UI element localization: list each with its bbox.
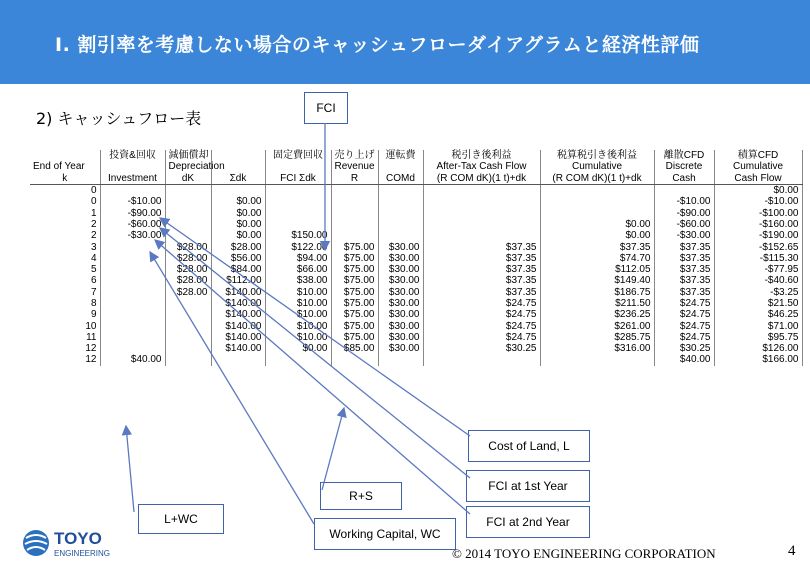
table-cell: [378, 207, 423, 218]
table-row: [30, 320, 802, 331]
table-cell: $37.35: [540, 241, 654, 252]
table-cell: -$3.25: [714, 287, 802, 298]
table-cell: [378, 230, 423, 241]
table-row: [30, 287, 802, 298]
table-cell: $0.00: [211, 230, 265, 241]
table-cell: $236.25: [540, 309, 654, 320]
table-cell: [423, 230, 540, 241]
table-cell: [100, 275, 165, 286]
table-cell: $75.00: [331, 275, 378, 286]
table-cell: $40.00: [654, 354, 714, 365]
table-header-cell: 運転費: [378, 150, 423, 161]
table-cell: $30.00: [378, 343, 423, 354]
table-header-cell: Cash: [654, 173, 714, 185]
year-cell: 7: [30, 287, 100, 298]
year-cell: 10: [30, 320, 100, 331]
title-banner: [0, 0, 810, 84]
table-cell: -$160.00: [714, 219, 802, 230]
table-cell: -$60.00: [100, 219, 165, 230]
table-cell: $10.00: [265, 320, 331, 331]
table-cell: [100, 287, 165, 298]
table-cell: [331, 230, 378, 241]
table-cell: $30.00: [378, 298, 423, 309]
table-cell: [331, 207, 378, 218]
year-cell: 12: [30, 343, 100, 354]
table-cell: -$90.00: [100, 207, 165, 218]
table-cell: $28.00: [165, 241, 211, 252]
table-cell: $140.00: [211, 320, 265, 331]
table-cell: $24.75: [423, 332, 540, 343]
table-cell: $38.00: [265, 275, 331, 286]
table-header-cell: (R COM dK)(1 t)+dk: [540, 173, 654, 185]
table-header-cell: [100, 161, 165, 172]
year-cell: 0: [30, 184, 100, 196]
table-header-cell: FCI Σdk: [265, 173, 331, 185]
svg-text:TOYO: TOYO: [54, 529, 102, 548]
table-row: [30, 354, 802, 365]
table-cell: -$77.95: [714, 264, 802, 275]
table-cell: $30.00: [378, 309, 423, 320]
table-cell: $30.00: [378, 253, 423, 264]
year-cell: 11: [30, 332, 100, 343]
globe-icon: [22, 526, 142, 560]
table-cell: $24.75: [423, 320, 540, 331]
table-cell: $0.00: [714, 184, 802, 196]
table-row: [30, 264, 802, 275]
table-cell: $28.00: [165, 253, 211, 264]
table-cell: $30.00: [378, 320, 423, 331]
table-cell: $285.75: [540, 332, 654, 343]
table-header-cell: 税引き後利益: [423, 150, 540, 161]
table-cell: $140.00: [211, 343, 265, 354]
table-cell: [265, 207, 331, 218]
table-cell: -$10.00: [100, 196, 165, 207]
table-cell: $24.75: [423, 298, 540, 309]
table-header-cell: 離散CFD: [654, 150, 714, 161]
table-cell: $94.00: [265, 253, 331, 264]
table-cell: [331, 354, 378, 365]
table-cell: [165, 309, 211, 320]
table-cell: [100, 253, 165, 264]
table-cell: [265, 196, 331, 207]
table-cell: [165, 332, 211, 343]
table-row: [30, 332, 802, 343]
table-cell: $140.00: [211, 332, 265, 343]
callout-revenue-salvage: R+S: [320, 482, 402, 510]
table-cell: $112.05: [540, 264, 654, 275]
year-cell: 2: [30, 219, 100, 230]
table-header-cell: Cash Flow: [714, 173, 802, 185]
year-cell: 4: [30, 253, 100, 264]
table-cell: $10.00: [265, 309, 331, 320]
table-header-row: [30, 161, 802, 172]
table-row: [30, 184, 802, 196]
table-cell: -$190.00: [714, 230, 802, 241]
table-header-cell: End of Year: [30, 161, 100, 172]
table-row: [30, 275, 802, 286]
table-cell: [165, 196, 211, 207]
table-cell: [423, 207, 540, 218]
table-cell: [100, 343, 165, 354]
table-cell: [100, 184, 165, 196]
table-cell: $75.00: [331, 264, 378, 275]
table-cell: $75.00: [331, 320, 378, 331]
table-cell: [100, 309, 165, 320]
table-cell: $10.00: [265, 287, 331, 298]
table-cell: [100, 332, 165, 343]
table-cell: [165, 219, 211, 230]
table-cell: $24.75: [654, 320, 714, 331]
cash-flow-table: [30, 150, 803, 366]
table-cell: $0.00: [540, 230, 654, 241]
table-cell: [423, 354, 540, 365]
table-cell: [165, 320, 211, 331]
year-cell: 9: [30, 309, 100, 320]
table-cell: [378, 354, 423, 365]
table-cell: -$100.00: [714, 207, 802, 218]
table-cell: -$40.60: [714, 275, 802, 286]
table-cell: $30.25: [654, 343, 714, 354]
table-cell: [540, 354, 654, 365]
year-cell: 6: [30, 275, 100, 286]
table-cell: [540, 196, 654, 207]
table-cell: $140.00: [211, 298, 265, 309]
table-cell: $37.35: [423, 264, 540, 275]
table-row: [30, 309, 802, 320]
table-cell: [540, 207, 654, 218]
table-cell: $28.00: [165, 275, 211, 286]
table-cell: -$10.00: [714, 196, 802, 207]
callout-fci-first-year: FCI at 1st Year: [466, 470, 590, 502]
year-cell: 5: [30, 264, 100, 275]
table-header-cell: Depreciation: [165, 161, 211, 172]
table-header-cell: [30, 150, 100, 161]
table-header-row: [30, 173, 802, 185]
table-cell: $122.00: [265, 241, 331, 252]
table-header-cell: Σdk: [211, 173, 265, 185]
table-row: [30, 343, 802, 354]
table-row: [30, 253, 802, 264]
table-cell: $56.00: [211, 253, 265, 264]
table-cell: $30.00: [378, 287, 423, 298]
table-header-cell: 税算税引き後利益: [540, 150, 654, 161]
table-cell: -$60.00: [654, 219, 714, 230]
table-row: [30, 298, 802, 309]
table-header-cell: (R COM dK)(1 t)+dk: [423, 173, 540, 185]
table-header-cell: [211, 150, 265, 161]
table-cell: [165, 207, 211, 218]
table-cell: [331, 219, 378, 230]
callout-fci: FCI: [304, 92, 348, 124]
year-cell: 0: [30, 196, 100, 207]
table-cell: $211.50: [540, 298, 654, 309]
table-cell: -$30.00: [654, 230, 714, 241]
table-cell: [423, 184, 540, 196]
table-header-cell: Revenue: [331, 161, 378, 172]
table-cell: $37.35: [423, 275, 540, 286]
table-cell: [378, 196, 423, 207]
table-header-cell: Discrete: [654, 161, 714, 172]
year-cell: 12: [30, 354, 100, 365]
table-cell: $0.00: [265, 343, 331, 354]
table-cell: $37.35: [654, 287, 714, 298]
table-cell: [378, 219, 423, 230]
table-header-cell: Cumulative: [540, 161, 654, 172]
arrow-revenue-salvage: [322, 408, 344, 490]
table-cell: $24.75: [654, 332, 714, 343]
table-cell: [165, 184, 211, 196]
table-cell: [165, 343, 211, 354]
copyright-notice: © 2014 TOYO ENGINEERING CORPORATION: [452, 546, 716, 561]
year-cell: 2: [30, 230, 100, 241]
table-cell: [654, 184, 714, 196]
table-cell: $261.00: [540, 320, 654, 331]
table-cell: [423, 196, 540, 207]
table-cell: $24.75: [654, 309, 714, 320]
table-header-cell: k: [30, 173, 100, 185]
table-header-cell: R: [331, 173, 378, 185]
table-cell: [100, 298, 165, 309]
table-cell: $85.00: [331, 343, 378, 354]
arrow-land-wc: [126, 426, 134, 512]
cash-flow-table-container: [30, 150, 802, 418]
table-cell: $75.00: [331, 253, 378, 264]
table-cell: [265, 354, 331, 365]
table-cell: $0.00: [211, 219, 265, 230]
callout-fci-second-year: FCI at 2nd Year: [466, 506, 590, 538]
table-cell: $30.00: [378, 275, 423, 286]
table-cell: $126.00: [714, 343, 802, 354]
table-cell: $37.35: [654, 264, 714, 275]
table-header: [30, 150, 802, 184]
table-row: [30, 207, 802, 218]
table-cell: $28.00: [165, 264, 211, 275]
table-cell: [165, 298, 211, 309]
table-header-cell: Cumulative: [714, 161, 802, 172]
table-cell: $37.35: [654, 253, 714, 264]
table-cell: $186.75: [540, 287, 654, 298]
year-cell: 3: [30, 241, 100, 252]
table-cell: [165, 354, 211, 365]
table-cell: $140.00: [211, 287, 265, 298]
table-cell: $112.00: [211, 275, 265, 286]
svg-text:ENGINEERING: ENGINEERING: [54, 549, 111, 558]
table-cell: $166.00: [714, 354, 802, 365]
table-header-cell: 投資&回収: [100, 150, 165, 161]
table-cell: [165, 230, 211, 241]
table-header-cell: Investment: [100, 173, 165, 185]
table-cell: $30.00: [378, 332, 423, 343]
callout-land-wc: L+WC: [138, 504, 224, 534]
table-cell: [265, 184, 331, 196]
table-cell: $28.00: [165, 287, 211, 298]
table-cell: $0.00: [211, 196, 265, 207]
table-cell: $37.35: [423, 287, 540, 298]
table-cell: [378, 184, 423, 196]
callout-working-capital: Working Capital, WC: [314, 518, 456, 550]
table-cell: $40.00: [100, 354, 165, 365]
toyo-logo: [22, 526, 142, 560]
table-header-cell: [378, 161, 423, 172]
table-cell: $37.35: [654, 241, 714, 252]
table-header-cell: dK: [165, 173, 211, 185]
callout-cost-of-land: Cost of Land, L: [468, 430, 590, 462]
table-cell: $75.00: [331, 309, 378, 320]
table-cell: [331, 196, 378, 207]
table-cell: $30.00: [378, 241, 423, 252]
table-cell: $66.00: [265, 264, 331, 275]
table-cell: [540, 184, 654, 196]
table-cell: $37.35: [423, 241, 540, 252]
table-row: [30, 230, 802, 241]
table-cell: $150.00: [265, 230, 331, 241]
table-cell: $37.35: [423, 253, 540, 264]
table-cell: [265, 219, 331, 230]
table-cell: $75.00: [331, 332, 378, 343]
table-cell: $95.75: [714, 332, 802, 343]
table-cell: $46.25: [714, 309, 802, 320]
table-header-cell: 減価償却: [165, 150, 211, 161]
table-cell: $75.00: [331, 298, 378, 309]
slide-title: I. 割引率を考慮しない場合のキャッシュフローダイアグラムと経済性評価: [55, 34, 700, 56]
table-cell: $316.00: [540, 343, 654, 354]
table-header-cell: 固定費回収: [265, 150, 331, 161]
table-cell: $149.40: [540, 275, 654, 286]
table-header-cell: [265, 161, 331, 172]
table-cell: [423, 219, 540, 230]
table-cell: $84.00: [211, 264, 265, 275]
table-row: [30, 241, 802, 252]
table-cell: [100, 264, 165, 275]
table-cell: $10.00: [265, 298, 331, 309]
page-number: 4: [788, 543, 796, 559]
table-cell: $0.00: [540, 219, 654, 230]
table-cell: $37.35: [654, 275, 714, 286]
table-cell: $30.25: [423, 343, 540, 354]
table-cell: -$152.65: [714, 241, 802, 252]
year-cell: 8: [30, 298, 100, 309]
table-cell: $74.70: [540, 253, 654, 264]
section-subtitle: 2) キャッシュフロー表: [36, 109, 202, 128]
table-cell: $71.00: [714, 320, 802, 331]
table-header-cell: 売り上げ: [331, 150, 378, 161]
table-cell: $0.00: [211, 207, 265, 218]
table-cell: $24.75: [423, 309, 540, 320]
table-cell: -$115.30: [714, 253, 802, 264]
table-cell: $75.00: [331, 287, 378, 298]
table-cell: $21.50: [714, 298, 802, 309]
table-cell: $140.00: [211, 309, 265, 320]
table-cell: $28.00: [211, 241, 265, 252]
table-body: [30, 184, 802, 365]
table-header-cell: After-Tax Cash Flow: [423, 161, 540, 172]
table-cell: -$90.00: [654, 207, 714, 218]
table-cell: -$10.00: [654, 196, 714, 207]
table-cell: [331, 184, 378, 196]
year-cell: 1: [30, 207, 100, 218]
table-cell: $10.00: [265, 332, 331, 343]
table-cell: [100, 241, 165, 252]
table-header-row: [30, 150, 802, 161]
table-row: [30, 219, 802, 230]
table-cell: [100, 320, 165, 331]
table-header-cell: 積算CFD: [714, 150, 802, 161]
table-cell: -$30.00: [100, 230, 165, 241]
table-header-cell: COMd: [378, 173, 423, 185]
table-cell: [211, 184, 265, 196]
table-row: [30, 196, 802, 207]
table-cell: $24.75: [654, 298, 714, 309]
table-cell: $75.00: [331, 241, 378, 252]
table-cell: $30.00: [378, 264, 423, 275]
table-cell: [211, 354, 265, 365]
